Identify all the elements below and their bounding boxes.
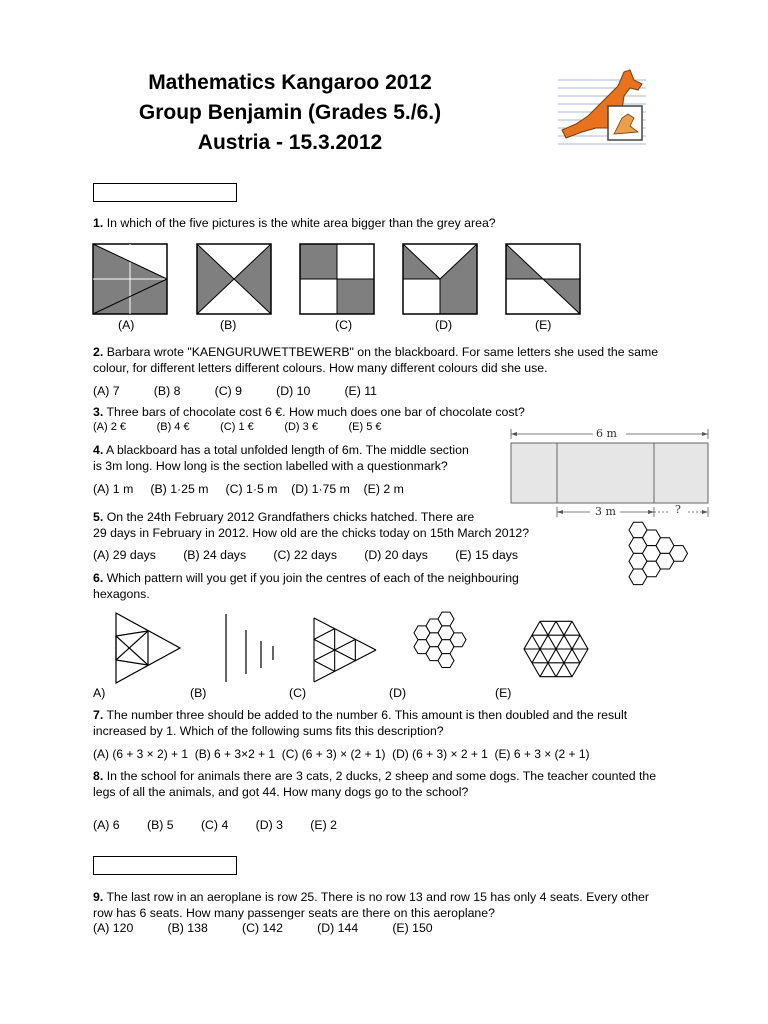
q1-figure-c [300,244,374,314]
section-box [93,183,237,202]
title-line-3: Austria - 15.3.2012 [197,131,383,154]
question-3 [93,404,525,420]
question-text: increased by 1. Which of the following sums fits this description? [93,724,444,738]
q1-figures [93,244,593,316]
question-5 [93,509,529,541]
q6-option-e [522,612,592,686]
question-text: In the school for animals there are 3 cats, 2 ducks, 2 sheep and some dogs. The teacher counted the [106,769,657,783]
label-6m: 6 m [596,427,617,440]
q2-answers: (A) 7 (B) 8 (C) 9 (D) 10 (E) 11 [93,384,378,398]
label-3m: 3 m [595,505,616,518]
question-text: row has 6 seats. How many passenger seats are there on this aeroplane? [93,906,495,920]
question-text: The number three should be added to the number 6. This amount is then doubled and the result [106,708,628,722]
question-1 [93,215,496,231]
label-question: ? [675,503,681,516]
question-text: Which pattern will you get if you join the centres of each of the neighbouring [106,571,519,585]
hexagon [450,633,466,647]
q6-option-d [412,611,492,687]
question-number: 4. [93,443,104,457]
q1-label-d: (D) [435,318,453,332]
q6-option-c [310,614,382,686]
question-text: legs of all the animals, and got 44. How many dogs go to the school? [93,785,469,799]
page-title [90,68,490,158]
q1-figure-a [93,244,167,314]
kangaroo-logo-icon [552,66,652,158]
question-2 [93,344,658,376]
question-text: 29 days in February in 2012. How old are the chicks today on 15th March 2012? [93,526,530,540]
hexagon-triangle-figure [628,520,722,615]
question-number: 2. [93,345,104,359]
q1-label-c: (C) [335,318,353,332]
hexagon [438,612,454,626]
question-number: 5. [93,510,104,524]
question-8 [93,768,656,800]
q6-label-e: (E) [495,686,512,700]
q3-answers: (A) 2 € (B) 4 € (C) 1 € (D) 3 € (E) 5 € [93,421,382,433]
q6-option-b [218,610,278,686]
question-4 [93,442,469,474]
title-line-2: Group Benjamin (Grades 5./6.) [138,101,442,124]
q5-answers: (A) 29 days (B) 24 days (C) 22 days (D) 20 days (E) 15 days [93,548,519,562]
question-9 [93,889,649,921]
question-number: 1. [93,216,104,230]
question-number: 9. [93,890,104,904]
question-7 [93,707,627,739]
section-box [93,856,237,875]
q4-answers: (A) 1 m (B) 1·25 m (C) 1·5 m (D) 1·75 m (E) 2 m [93,482,404,496]
question-text: On the 24th February 2012 Grandfathers chicks hatched. There are [106,510,475,524]
question-text: A blackboard has a total unfolded length of 6m. The middle section [106,443,469,457]
q6-label-d: (D) [389,686,407,700]
q1-label-b: (B) [220,318,237,332]
q1-label-e: (E) [535,318,552,332]
q8-answers: (A) 6 (B) 5 (C) 4 (D) 3 (E) 2 [93,818,337,832]
question-text: Barbara wrote "KAENGURUWETTBEWERB" on the blackboard. For same letters she used the same [106,345,659,359]
q1-figure-d [403,244,477,314]
q6-label-c: (C) [289,686,307,700]
question-text: The last row in an aeroplane is row 25. There is no row 13 and row 15 has only 4 seats. Every other [106,890,649,904]
question-6 [93,570,519,602]
hexagon [438,654,454,668]
question-text: Three bars of chocolate cost 6 €. How much does one bar of chocolate cost? [106,405,525,419]
question-text: In which of the five pictures is the white area bigger than the grey area? [106,216,496,230]
q6-option-a [112,610,184,686]
q7-answers: (A) (6 + 3 × 2) + 1 (B) 6 + 3×2 + 1 (C) (6 + 3) × (2 + 1) (D) (6 + 3) × 2 + 1 (E) 6 + 3 × (2 + 1) [93,747,590,761]
question-text: colour, for different letters different colours. How many different colours did she use. [93,361,548,375]
question-number: 7. [93,708,104,722]
question-number: 3. [93,405,104,419]
question-text: is 3m long. How long is the section labelled with a questionmark? [93,459,448,473]
q1-label-a: (A) [118,318,135,332]
q6-label-a: A) [93,686,106,700]
q6-label-b: (B) [190,686,207,700]
q1-figure-b [197,244,271,314]
question-number: 8. [93,769,104,783]
q1-figure-e [506,244,580,314]
title-line-1: Mathematics Kangaroo 2012 [148,71,432,94]
question-text: hexagons. [93,587,150,601]
q9-answers: (A) 120 (B) 138 (C) 142 (D) 144 (E) 150 [93,921,433,935]
hexagon [670,546,688,562]
question-number: 6. [93,571,104,585]
